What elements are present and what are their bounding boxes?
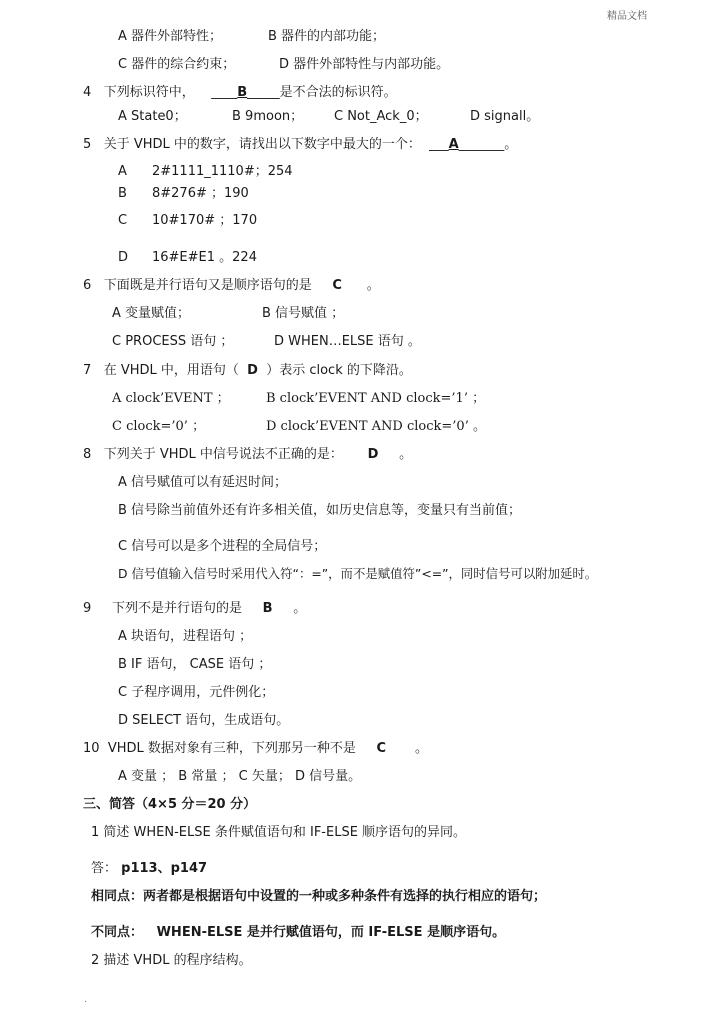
- diff-text: WHEN-ELSE 是并行赋值语句，而 IF-ELSE 是顺序语句。: [156, 925, 506, 940]
- q3-option-a: A 器件外部特性；: [118, 29, 223, 44]
- q5-prefix: 关于 VHDL 中的数字，请找出以下数字中最大的一个：: [103, 137, 421, 152]
- q5-option-a-text: 2#1111_1110#；254: [152, 164, 293, 179]
- q5-option-c-text: 10#170# ；170: [152, 213, 258, 228]
- section3-answer-line: [91, 861, 207, 877]
- q8-answer: D: [367, 447, 379, 462]
- q5-option-c: [118, 213, 258, 229]
- q10-prefix: VHDL 数据对象有三种，下列那另一种不是: [107, 741, 356, 756]
- section3-title: 三、简答（4×5 分＝20 分）: [83, 797, 257, 812]
- q10-options: A 变量 ； B 常量 ； C 矢量； D 信号量。: [118, 769, 362, 784]
- q9-number: 9: [83, 601, 92, 616]
- q5-option-a-letter: A: [118, 164, 127, 179]
- q4-answer: B: [237, 85, 248, 100]
- q8-option-a: A 信号赋值可以有延迟时间；: [118, 475, 288, 490]
- q5-option-b-text: 8#276# ；190: [152, 186, 249, 201]
- q8-suffix: 。: [399, 447, 413, 462]
- answer-ref: p113、p147: [121, 861, 208, 876]
- q3-option-c: C 器件的综合约束；: [118, 57, 236, 72]
- section3-q2: 2 描述 VHDL 的程序结构。: [91, 953, 252, 968]
- q5-blank-post: _______: [458, 137, 505, 152]
- q5-option-a: [118, 164, 293, 180]
- q4-prefix: 下列标识符中，: [103, 85, 195, 100]
- q9-option-d: D SELECT 语句，生成语句。: [118, 713, 290, 728]
- q5-option-d: [118, 250, 257, 266]
- q6-suffix: 。: [366, 278, 380, 293]
- q8-prefix: 下列关于 VHDL 中信号说法不正确的是：: [103, 447, 343, 462]
- q5-option-b-letter: B: [118, 186, 127, 201]
- q4-blank-pre: ____: [211, 85, 238, 100]
- q5-answer: A: [448, 137, 459, 152]
- q4-option-d: D signall。: [470, 109, 540, 124]
- q4-option-b: B 9moon；: [232, 109, 304, 124]
- q4-number: 4: [83, 85, 92, 100]
- q5-suffix: 。: [504, 137, 518, 152]
- q8-number: 8: [83, 447, 92, 462]
- q6-prefix: 下面既是并行语句又是顺序语句的是: [103, 278, 312, 293]
- q9-option-b: B IF 语句， CASE 语句 ；: [118, 657, 272, 672]
- q5-stem: [83, 137, 517, 153]
- q10-suffix: 。: [415, 741, 429, 756]
- q10-answer: C: [376, 741, 387, 756]
- q10-stem: [83, 741, 428, 757]
- answer-label: 答：: [91, 861, 118, 876]
- q9-option-a: A 块语句，进程语句 ；: [118, 629, 253, 644]
- q6-answer: C: [332, 278, 342, 293]
- q5-option-d-text: 16#E#E1 。224: [152, 250, 257, 265]
- q5-blank-pre: ___: [429, 137, 449, 152]
- q9-suffix: 。: [293, 601, 307, 616]
- q7-option-d: D clock’EVENT AND clock=’0’ 。: [266, 419, 486, 434]
- q9-answer: B: [262, 601, 273, 616]
- q4-suffix: 是不合法的标识符。: [279, 85, 397, 100]
- q7-number: 7: [83, 363, 92, 378]
- q3-option-d: D 器件外部特性与内部功能。: [279, 57, 450, 72]
- q8-option-c: C 信号可以是多个进程的全局信号；: [118, 539, 327, 554]
- q4-stem: [83, 85, 397, 101]
- q8-stem: [83, 447, 412, 463]
- q7-option-b: B clock’EVENT AND clock=’1’ ；: [266, 391, 486, 406]
- q5-option-b: [118, 186, 249, 202]
- section3-same: 相同点：两者都是根据语句中设置的一种或多种条件有选择的执行相应的语句；: [91, 889, 547, 904]
- q6-option-b: B 信号赋值 ；: [262, 306, 345, 321]
- q10-number: 10: [83, 741, 100, 756]
- page-header: 精品文档: [607, 11, 647, 22]
- q7-option-c: C clock=’0’ ；: [112, 419, 206, 434]
- q6-stem: [83, 278, 380, 294]
- q8-option-d: D 信号值输入信号时采用代入符“：=”，而不是赋值符”<=”，同时信号可以附加延时。: [118, 566, 598, 581]
- q6-number: 6: [83, 278, 92, 293]
- q8-option-b: B 信号除当前值外还有许多相关值，如历史信息等，变量只有当前值；: [118, 503, 522, 518]
- q4-blank-post: _____: [247, 85, 280, 100]
- diff-label: 不同点：: [91, 925, 144, 940]
- q7-suffix: ）表示 clock 的下降沿。: [266, 363, 412, 378]
- q5-option-d-letter: D: [118, 250, 129, 265]
- q4-option-a: A State0；: [118, 109, 187, 124]
- footer-mark: .: [84, 995, 87, 1005]
- q5-number: 5: [83, 137, 92, 152]
- q7-answer: D: [247, 363, 258, 378]
- q7-option-a: A clock’EVENT ；: [112, 391, 230, 406]
- q6-option-a: A 变量赋值；: [112, 306, 191, 321]
- q5-option-c-letter: C: [118, 213, 128, 228]
- q3-option-b: B 器件的内部功能；: [268, 29, 386, 44]
- q6-option-d: D WHEN…ELSE 语句 。: [274, 334, 421, 349]
- q6-option-c: C PROCESS 语句 ；: [112, 334, 234, 349]
- q9-option-c: C 子程序调用，元件例化；: [118, 685, 275, 700]
- section3-q1: 1 简述 WHEN-ELSE 条件赋值语句和 IF-ELSE 顺序语句的异同。: [91, 825, 467, 840]
- section3-diff: [91, 925, 505, 941]
- q9-stem: [83, 601, 306, 617]
- q7-stem: [83, 363, 412, 379]
- q9-prefix: 下列不是并行语句的是: [111, 601, 242, 616]
- q7-prefix: 在 VHDL 中，用语句（: [103, 363, 239, 378]
- q4-option-c: C Not_Ack_0；: [334, 109, 428, 124]
